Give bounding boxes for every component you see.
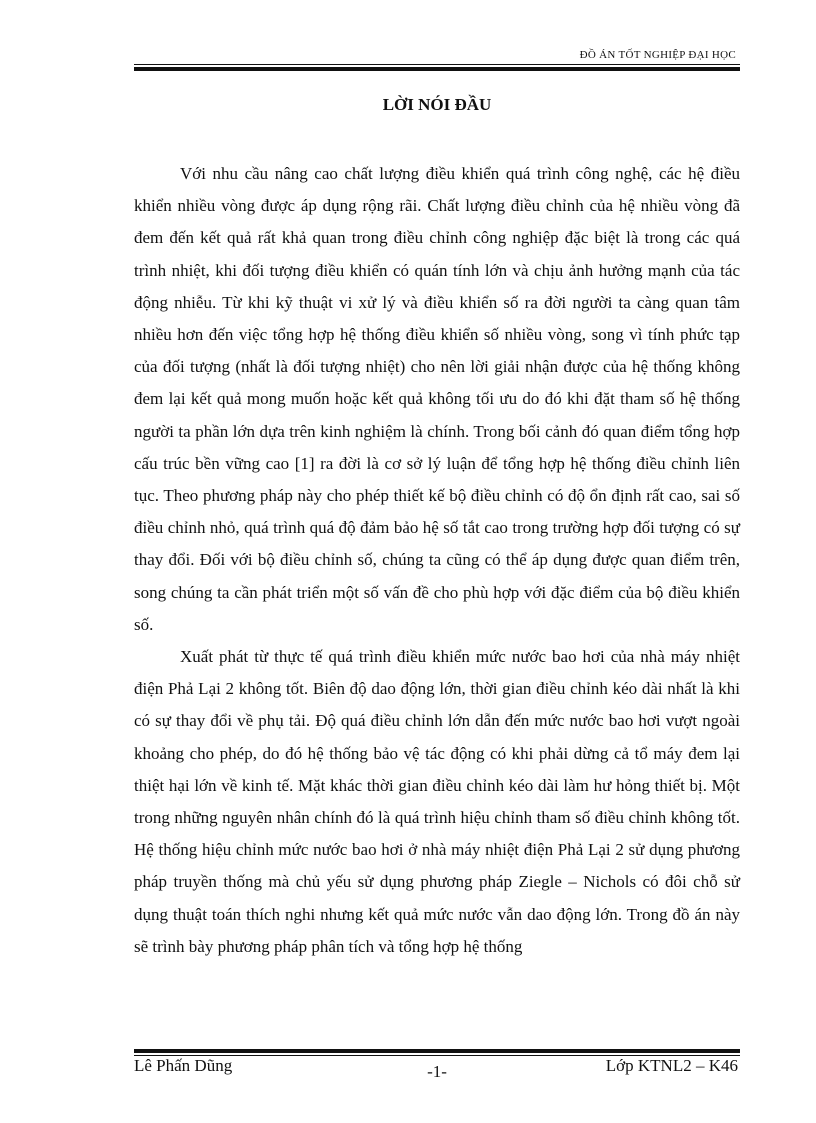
page-title: LỜI NÓI ĐẦU <box>382 95 492 114</box>
header-rule-thick <box>134 67 740 71</box>
page-footer <box>134 1056 740 1086</box>
paragraph: Với nhu cầu nâng cao chất lượng điều khiển quá trình công nghệ, các hệ điều khiển nhiều vòng được áp dụng rộng rãi. Chất lượng điều chỉnh của hệ nhiều vòng đã đem đến kết quả rất khả quan trong điều chỉnh công nghiệp đặc biệt là trong các quá trình nhiệt, khi đối tượng điều khiển có quán tính lớn và chịu ảnh hưởng mạnh của tác động nhiễu. Từ khi kỹ thuật vi xử lý và điều khiển số ra đời người ta càng quan tâm nhiều hơn đến việc tổng hợp hệ thống điều khiển số nhiều vòng, song vì tính phức tạp của đối tượng (nhất là đối tượng nhiệt) cho nên lời giải nhận được của hệ thống không đem lại kết quả mong muốn hoặc kết quả không tối ưu do đó khi đặt tham số hệ thống người ta phần lớn dựa trên kinh nghiệm là chính. Trong bối cảnh đó quan điểm tổng hợp cấu trúc bền vững cao [1] ra đời là cơ sở lý luận để tổng hợp hệ thống điều chỉnh liên tục. Theo phương pháp này cho phép thiết kế bộ điều chỉnh có độ ổn định rất cao, sai số điều chỉnh nhỏ, quá trình quá độ đảm bảo hệ số tắt cao trong trường hợp đối tượng có sự thay đổi. Đối với bộ điều chỉnh số, chúng ta cũng có thể áp dụng được quan điểm trên, song chúng ta cần phát triển một số vấn đề cho phù hợp với đặc điểm của bộ điều khiển số. <box>134 164 740 634</box>
header-title: ĐỒ ÁN TỐT NGHIỆP ĐẠI HỌC <box>579 49 736 61</box>
footer-author: Lê Phấn Dũng <box>134 1056 233 1075</box>
body-text <box>134 158 740 963</box>
header-rule-thin <box>134 64 740 65</box>
page-number: -1- <box>427 1062 447 1081</box>
footer-rule-thick <box>134 1049 740 1053</box>
paragraph: Xuất phát từ thực tế quá trình điều khiển mức nước bao hơi của nhà máy nhiệt điện Phả Lại 2 không tốt. Biên độ dao động lớn, thời gian điều chỉnh kéo dài nhất là khi có sự thay đổi về phụ tải. Độ quá điều chỉnh lớn dẫn đến mức nước bao hơi vượt ngoài khoảng cho phép, do đó hệ thống bảo vệ tác động có khi phải dừng cả tổ máy đem lại thiệt hại lớn về kinh tế. Mặt khác thời gian điều chỉnh kéo dài làm hư hỏng thiết bị. Một trong những nguyên nhân chính đó là quá trình hiệu chỉnh tham số điều chỉnh không tốt. Hệ thống hiệu chỉnh mức nước bao hơi ở nhà máy nhiệt điện Phả Lại 2 sử dụng phương pháp truyền thống mà chủ yếu sử dụng phương pháp Ziegle – Nichols có đôi chỗ sử dụng thuật toán thích nghi nhưng kết quả mức nước vẫn dao động lớn. Trong đồ án này sẽ trình bày phương pháp phân tích và tổng hợp hệ thống <box>134 647 740 956</box>
footer-class-label: Lớp KTNL2 – K46 <box>605 1056 738 1075</box>
